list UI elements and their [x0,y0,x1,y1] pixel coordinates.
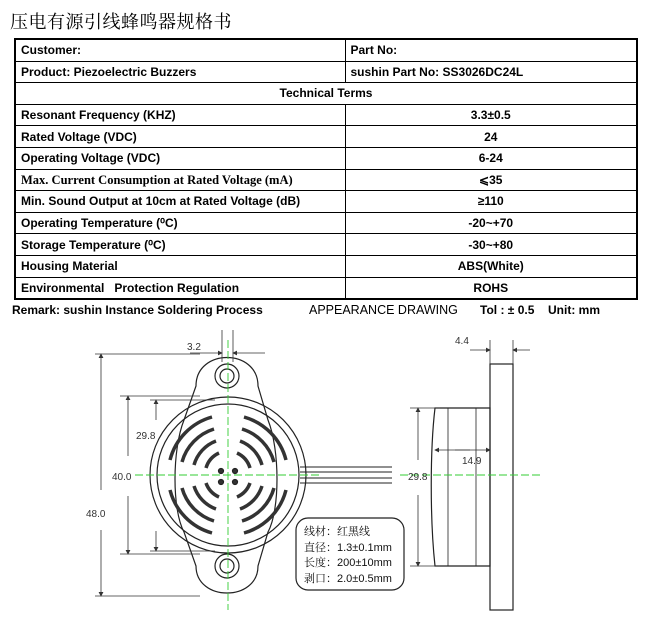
spec-row [15,277,637,299]
wire-length: 长度：200±10mm [304,557,392,569]
spec-param: Max. Current Consumption at Rated Voltage (mA) [15,169,345,191]
spec-param: Resonant Frequency (KHZ) [15,104,345,126]
side-dimensions [410,340,530,566]
wire-diameter: 直径：1.3±0.1mm [304,542,392,554]
bottom-mount-hole [215,554,239,578]
spec-param: Storage Temperature (⁰C) [15,234,345,256]
sushin-part-label: sushin Part No: [350,64,440,79]
header-row-product [15,61,637,83]
spec-value: 24 [345,126,637,148]
spec-row [15,255,637,277]
wire-strip: 剥口：2.0±0.5mm [304,573,392,585]
spec-row [15,147,637,169]
appearance-drawing [0,320,653,620]
document-title: 压电有源引线蜂鸣器规格书 [10,12,232,33]
dim-inner-height: 29.8 [136,431,156,442]
spec-row [15,212,637,234]
dim-hole-width: 3.2 [187,342,201,353]
spec-value: ⩽35 [345,169,637,191]
wire-spec-note [296,518,404,590]
appearance-drawing-label: APPEARANCE DRAWING [309,303,458,317]
spec-value: ROHS [345,277,637,299]
part-no-label: Part No: [345,39,637,61]
tolerance-text: Tol : ± 0.5 [480,303,535,317]
spec-param: Environmental Protection Regulation [15,277,345,299]
spec-table [14,38,638,300]
dim-side-thickness: 4.4 [455,336,469,347]
spec-value: 3.3±0.5 [345,104,637,126]
spec-param: Min. Sound Output at 10cm at Rated Voltage (dB) [15,191,345,213]
spec-value: ABS(White) [345,255,637,277]
front-centerlines [135,340,320,610]
dim-side-height: 29.8 [408,472,428,483]
spec-param: Rated Voltage (VDC) [15,126,345,148]
spec-param: Housing Material [15,255,345,277]
spec-row [15,191,637,213]
sushin-part-value: SS3026DC24L [442,64,524,79]
spec-param: Operating Voltage (VDC) [15,147,345,169]
section-row [15,83,637,105]
spec-row [15,104,637,126]
top-mount-hole [215,364,239,388]
section-title: Technical Terms [15,83,637,105]
wire-material: 线材：红黑线 [304,526,370,538]
header-row-customer [15,39,637,61]
side-flange [490,364,513,610]
spec-value: ≥110 [345,191,637,213]
dim-side-body-width: 14.9 [462,456,482,467]
unit-text: Unit: mm [548,303,600,317]
spec-value: 6-24 [345,147,637,169]
remark-text: Remark: sushin Instance Soldering Process [12,303,263,317]
dim-overall-height: 48.0 [86,509,106,520]
spec-value: -30~+80 [345,234,637,256]
spec-row [15,234,637,256]
spec-row [15,126,637,148]
spec-value: -20~+70 [345,212,637,234]
sushin-part-cell [345,61,637,83]
customer-label: Customer: [15,39,345,61]
spec-param: Operating Temperature (⁰C) [15,212,345,234]
side-view [431,364,513,610]
front-dimensions [95,330,265,596]
dim-body-diameter: 40.0 [112,472,132,483]
side-body [431,408,490,566]
spec-row [15,169,637,191]
product-label: Product: Piezoelectric Buzzers [15,61,345,83]
